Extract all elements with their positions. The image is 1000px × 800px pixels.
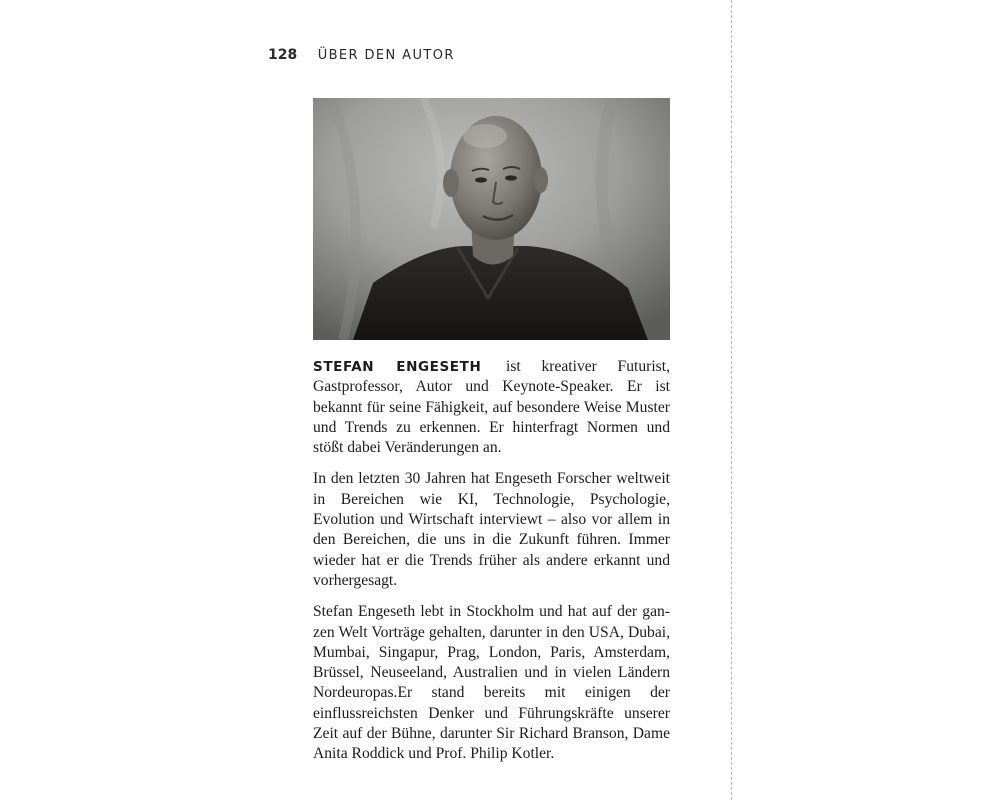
page-trim-line [731,0,732,800]
bio-paragraph-1 [313,357,670,458]
author-name: STEFAN ENGESETH [313,359,482,375]
author-bio [313,357,670,776]
bio-paragraph-2: In den letzten 30 Jahren hat Engeseth Forscher weltweit in Bereichen wie KI, Technologie, Psychologie, Evolution und Wirtschaft interviewt – also vor allem in den Bereichen, die uns in die Zukunft führen. Immer wieder hat er die Trends früher als andere erkannt und vorhergesagt. [313,470,670,589]
author-portrait [313,98,670,340]
section-title: ÜBER DEN AUTOR [317,48,455,63]
bio-paragraph-3: Stefan Engeseth lebt in Stockholm und hat auf der ganzen Welt Vorträge gehalten, darunter in den USA, Dubai, Mumbai, Singapur, Prag, London, Paris, Amsterdam, Brüssel, Neuseeland, Australien und in vielen Ländern Nordeuropas.Er stand bereits mit einigen der einflussreichsten Denker und Führungskräfte unserer Zeit auf der Bühne, darunter Sir Richard Branson, Dame Anita Roddick und Prof. Philip Kotler. [313,603,670,763]
page-number: 128 [268,47,298,63]
bio-paragraph-1-text: ist kreativer Futurist, Gastprofessor, Autor und Keynote-Speaker. Er ist bekannt für seine Fähigkeit, auf besondere Weise Muster und Trends zu erkennen. Er hinterfragt Normen und stößt dabei Veränderungen an. [313,358,670,457]
running-head [268,47,455,63]
portrait-photo [313,98,670,340]
